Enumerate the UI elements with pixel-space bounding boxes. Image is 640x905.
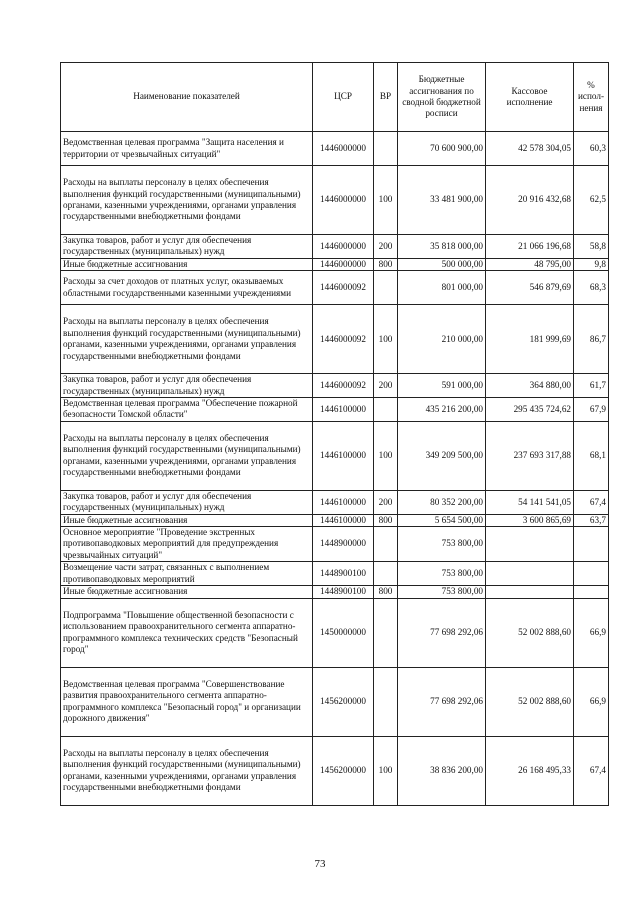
cell-assigned: 77 698 292,06 — [398, 667, 486, 736]
cell-csr: 1456200000 — [313, 667, 374, 736]
cell-name: Иные бюджетные ассигнования — [61, 258, 313, 270]
cell-name: Подпрограмма "Повышение общественной безопасности с использованием правоохранительного сегмента аппаратно-программного комплекса технических средств "Безопасный город" — [61, 598, 313, 667]
cell-csr: 1446000092 — [313, 305, 374, 374]
cell-assigned: 435 216 200,00 — [398, 398, 486, 422]
cell-cash: 181 999,69 — [486, 305, 574, 374]
cell-vr: 800 — [374, 258, 398, 270]
cell-assigned: 753 800,00 — [398, 527, 486, 562]
cell-name: Закупка товаров, работ и услуг для обеспечения государственных (муниципальных) нужд — [61, 374, 313, 398]
cell-pct: 66,9 — [574, 667, 609, 736]
header-cash: Кассовое исполнение — [486, 63, 574, 132]
table-row — [61, 132, 609, 166]
cell-cash: 54 141 541,05 — [486, 490, 574, 514]
cell-pct: 9,8 — [574, 258, 609, 270]
cell-pct — [574, 586, 609, 598]
cell-vr: 100 — [374, 166, 398, 235]
cell-pct: 68,3 — [574, 271, 609, 305]
cell-csr: 1446100000 — [313, 490, 374, 514]
header-pct: % испол-нения — [574, 63, 609, 132]
cell-pct — [574, 527, 609, 562]
cell-cash: 26 168 495,33 — [486, 736, 574, 805]
cell-assigned: 753 800,00 — [398, 586, 486, 598]
table-body — [61, 132, 609, 806]
cell-name: Расходы на выплаты персоналу в целях обеспечения выполнения функций государственными (муниципальными) органами, казенными учреждениями, органами управления государственными внебюджетными фондами — [61, 166, 313, 235]
cell-name: Ведомственная целевая программа "Защита населения и территории от чрезвычайных ситуаций" — [61, 132, 313, 166]
table-row — [61, 235, 609, 259]
cell-assigned: 210 000,00 — [398, 305, 486, 374]
table-row — [61, 398, 609, 422]
cell-cash: 364 880,00 — [486, 374, 574, 398]
cell-pct: 63,7 — [574, 514, 609, 526]
header-assigned: Бюджетные ассигнования по сводной бюджетной росписи — [398, 63, 486, 132]
cell-vr — [374, 562, 398, 586]
cell-name: Иные бюджетные ассигнования — [61, 514, 313, 526]
cell-name: Расходы на выплаты персоналу в целях обеспечения выполнения функций государственными (муниципальными) органами, казенными учреждениями, органами управления государственными внебюджетными фондами — [61, 421, 313, 490]
cell-assigned: 70 600 900,00 — [398, 132, 486, 166]
cell-csr: 1448900100 — [313, 586, 374, 598]
cell-name: Закупка товаров, работ и услуг для обеспечения государственных (муниципальных) нужд — [61, 490, 313, 514]
cell-assigned: 77 698 292,06 — [398, 598, 486, 667]
table-row — [61, 305, 609, 374]
cell-cash — [486, 527, 574, 562]
cell-vr — [374, 598, 398, 667]
cell-csr: 1448900000 — [313, 527, 374, 562]
cell-csr: 1446100000 — [313, 398, 374, 422]
cell-cash: 295 435 724,62 — [486, 398, 574, 422]
cell-cash — [486, 562, 574, 586]
cell-cash: 546 879,69 — [486, 271, 574, 305]
table-row — [61, 514, 609, 526]
cell-vr — [374, 667, 398, 736]
cell-vr — [374, 132, 398, 166]
cell-name: Иные бюджетные ассигнования — [61, 586, 313, 598]
cell-vr: 100 — [374, 421, 398, 490]
cell-vr: 100 — [374, 305, 398, 374]
cell-assigned: 5 654 500,00 — [398, 514, 486, 526]
cell-pct: 66,9 — [574, 598, 609, 667]
cell-name: Расходы за счет доходов от платных услуг, оказываемых областными государственными казенными учреждениями — [61, 271, 313, 305]
cell-name: Ведомственная целевая программа "Совершенствование развития правоохранительного сегмента аппаратно-программного комплекса "Безопасный город" и организации дорожного движения" — [61, 667, 313, 736]
budget-table — [60, 62, 609, 806]
cell-vr: 800 — [374, 514, 398, 526]
page-number: 73 — [314, 858, 326, 870]
table-row — [61, 421, 609, 490]
cell-csr: 1446100000 — [313, 421, 374, 490]
cell-pct: 68,1 — [574, 421, 609, 490]
cell-csr: 1446000000 — [313, 258, 374, 270]
cell-cash — [486, 586, 574, 598]
cell-csr: 1446000000 — [313, 132, 374, 166]
cell-csr: 1448900100 — [313, 562, 374, 586]
cell-csr: 1456200000 — [313, 736, 374, 805]
cell-pct: 61,7 — [574, 374, 609, 398]
cell-vr: 100 — [374, 736, 398, 805]
cell-vr — [374, 527, 398, 562]
cell-cash: 237 693 317,88 — [486, 421, 574, 490]
cell-assigned: 349 209 500,00 — [398, 421, 486, 490]
cell-csr: 1446000000 — [313, 235, 374, 259]
cell-vr: 200 — [374, 235, 398, 259]
cell-name: Возмещение части затрат, связанных с выполнением противопаводковых мероприятий — [61, 562, 313, 586]
cell-assigned: 591 000,00 — [398, 374, 486, 398]
cell-csr: 1446000092 — [313, 271, 374, 305]
table-row — [61, 598, 609, 667]
cell-assigned: 80 352 200,00 — [398, 490, 486, 514]
header-vr: ВР — [374, 63, 398, 132]
cell-cash: 21 066 196,68 — [486, 235, 574, 259]
cell-assigned: 33 481 900,00 — [398, 166, 486, 235]
cell-assigned: 753 800,00 — [398, 562, 486, 586]
cell-csr: 1446000092 — [313, 374, 374, 398]
cell-assigned: 500 000,00 — [398, 258, 486, 270]
table-row — [61, 258, 609, 270]
cell-vr — [374, 398, 398, 422]
cell-assigned: 801 000,00 — [398, 271, 486, 305]
cell-vr: 200 — [374, 374, 398, 398]
cell-csr: 1446100000 — [313, 514, 374, 526]
table-row — [61, 271, 609, 305]
cell-cash: 3 600 865,69 — [486, 514, 574, 526]
cell-cash: 42 578 304,05 — [486, 132, 574, 166]
cell-name: Закупка товаров, работ и услуг для обеспечения государственных (муниципальных) нужд — [61, 235, 313, 259]
cell-cash: 52 002 888,60 — [486, 667, 574, 736]
cell-vr: 200 — [374, 490, 398, 514]
table-row — [61, 562, 609, 586]
cell-csr: 1450000000 — [313, 598, 374, 667]
table-row — [61, 166, 609, 235]
cell-pct: 67,4 — [574, 736, 609, 805]
header-row — [61, 63, 609, 132]
table-row — [61, 527, 609, 562]
cell-cash: 48 795,00 — [486, 258, 574, 270]
cell-name: Расходы на выплаты персоналу в целях обеспечения выполнения функций государственными (муниципальными) органами, казенными учреждениями, органами управления государственными внебюджетными фондами — [61, 305, 313, 374]
cell-name: Основное мероприятие "Проведение экстренных противопаводковых мероприятий для предупреждения чрезвычайных ситуаций" — [61, 527, 313, 562]
cell-pct: 86,7 — [574, 305, 609, 374]
cell-csr: 1446000000 — [313, 166, 374, 235]
cell-cash: 20 916 432,68 — [486, 166, 574, 235]
cell-assigned: 38 836 200,00 — [398, 736, 486, 805]
cell-pct: 60,3 — [574, 132, 609, 166]
cell-pct — [574, 562, 609, 586]
cell-pct: 62,5 — [574, 166, 609, 235]
table-row — [61, 374, 609, 398]
table-row — [61, 667, 609, 736]
table-row — [61, 586, 609, 598]
table-row — [61, 490, 609, 514]
cell-pct: 58,8 — [574, 235, 609, 259]
header-csr: ЦСР — [313, 63, 374, 132]
cell-cash: 52 002 888,60 — [486, 598, 574, 667]
cell-name: Расходы на выплаты персоналу в целях обеспечения выполнения функций государственными (муниципальными) органами, казенными учреждениями, органами управления государственными внебюджетными фондами — [61, 736, 313, 805]
cell-pct: 67,9 — [574, 398, 609, 422]
cell-assigned: 35 818 000,00 — [398, 235, 486, 259]
table-row — [61, 736, 609, 805]
cell-vr — [374, 271, 398, 305]
cell-vr: 800 — [374, 586, 398, 598]
cell-pct: 67,4 — [574, 490, 609, 514]
cell-name: Ведомственная целевая программа "Обеспечение пожарной безопасности Томской области" — [61, 398, 313, 422]
header-name: Наименование показателей — [61, 63, 313, 132]
